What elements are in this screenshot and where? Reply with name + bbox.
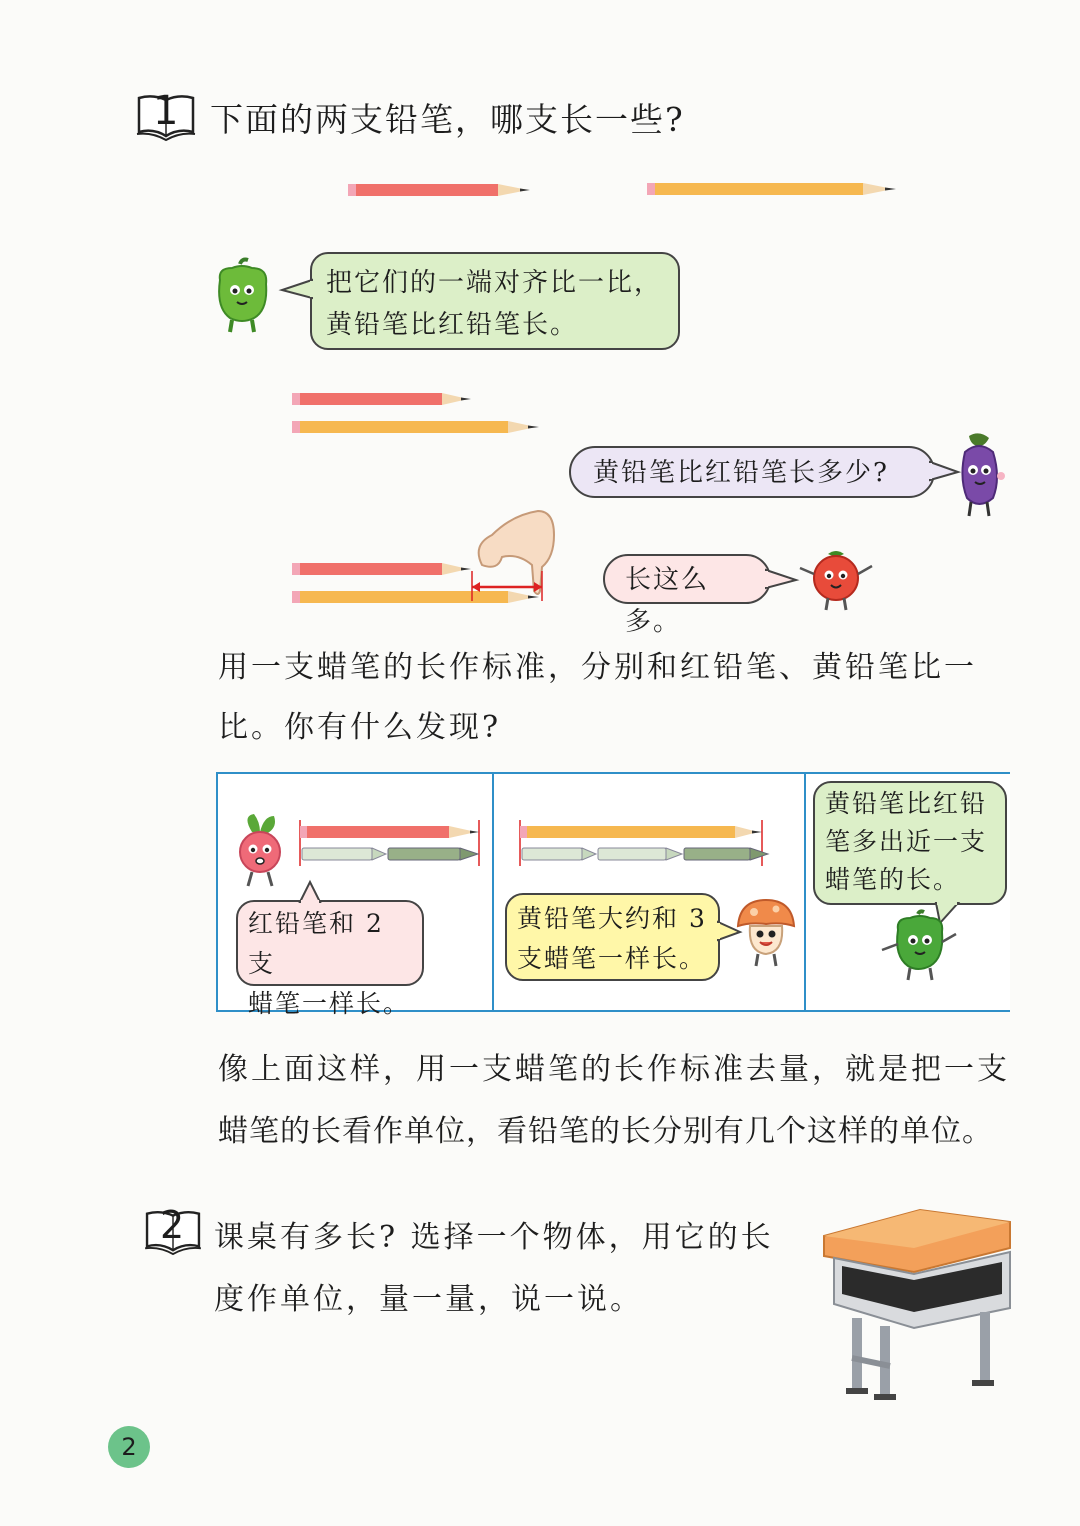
radish-speech-bubble xyxy=(236,900,424,1018)
question-1-number: 1 xyxy=(153,88,179,134)
yellow-pencil-vs-crayons xyxy=(518,820,768,866)
page-number: 2 xyxy=(121,1433,137,1461)
pepper-character-icon xyxy=(212,258,274,336)
red-pencil-top xyxy=(348,182,533,198)
eggplant-speech-bubble xyxy=(569,446,935,498)
pepper-bubble-line-2: 黄铅笔比红铅笔长。 xyxy=(326,310,579,340)
radish-bubble-line-1: 红铅笔和 2 支 xyxy=(248,909,384,978)
summary-line-2: 蜡笔的长看作单位，看铅笔的长分别有几个这样的单位。 xyxy=(218,1114,993,1149)
question-1-text: 下面的两支铅笔，哪支长一些? xyxy=(210,100,685,139)
mushroom-bubble-line-1: 黄铅笔大约和 3 xyxy=(517,904,707,933)
radish-character-icon xyxy=(228,812,292,890)
mushroom-speech-bubble xyxy=(505,893,720,981)
instruction-line-2: 比。你有什么发现? xyxy=(218,710,502,745)
question-2-line-1: 课桌有多长? 选择一个物体，用它的长 xyxy=(214,1220,774,1255)
page-number-badge xyxy=(108,1426,150,1468)
tomato-speech-bubble xyxy=(603,554,771,637)
pepper-bubble-line-1: 把它们的一端对齐比一比， xyxy=(326,268,663,298)
pepper2-character-icon xyxy=(878,910,960,984)
question-2-line-2: 度作单位，量一量，说一说。 xyxy=(214,1282,643,1317)
pepper2-bubble-line-1: 黄铅笔比红铅 xyxy=(825,789,988,818)
red-pencil-aligned xyxy=(292,391,477,407)
pepper-bubble-tail xyxy=(282,278,314,302)
school-desk-illustration xyxy=(822,1208,1010,1404)
red-pencil-vs-crayons xyxy=(298,820,484,866)
eggplant-character-icon xyxy=(955,432,1005,518)
yellow-pencil-top xyxy=(647,181,897,197)
yellow-pencil-aligned xyxy=(292,419,544,435)
pepper2-bubble-line-2: 笔多出近一支 xyxy=(825,827,988,856)
eggplant-bubble-text: 黄铅笔比红铅笔长多少? xyxy=(593,458,889,488)
instruction-line-1: 用一支蜡笔的长作标准，分别和红铅笔、黄铅笔比一 xyxy=(218,650,977,685)
tomato-character-icon xyxy=(796,548,876,612)
mushroom-character-icon xyxy=(734,896,798,970)
mushroom-bubble-line-2: 支蜡笔一样长。 xyxy=(517,944,707,973)
red-pencil-measured xyxy=(292,561,477,577)
hand-measuring-icon xyxy=(462,505,562,605)
pepper-speech-bubble xyxy=(310,252,680,350)
radish-bubble-tail xyxy=(296,880,326,904)
radish-bubble-line-2: 蜡笔一样长。 xyxy=(248,989,411,1018)
tomato-bubble-tail xyxy=(764,568,798,592)
pepper2-bubble-line-3: 蜡笔的长。 xyxy=(825,865,961,894)
question-2-number: 2 xyxy=(160,1203,185,1247)
summary-line-1: 像上面这样，用一支蜡笔的长作标准去量，就是把一支 xyxy=(218,1052,1010,1087)
pepper2-speech-bubble xyxy=(813,781,1007,905)
tomato-bubble-text: 长这么多。 xyxy=(625,565,710,637)
